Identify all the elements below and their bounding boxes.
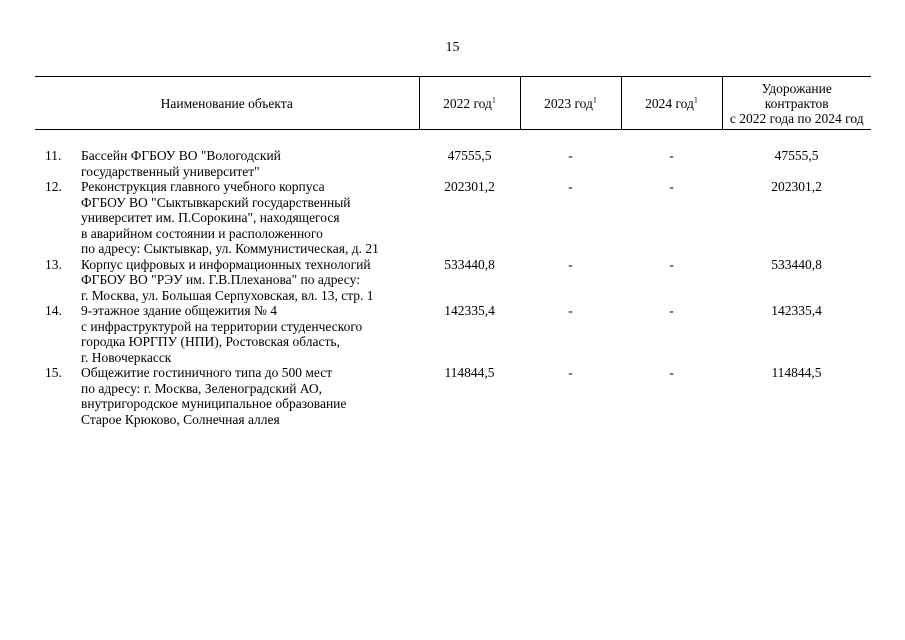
object-name: Бассейн ФГБОУ ВО "Вологодский государственный университет" <box>81 148 281 179</box>
value-cost-increase: 114844,5 <box>771 365 822 380</box>
footnote-mark: 1 <box>491 95 496 104</box>
table-row <box>35 365 871 427</box>
value-2023: - <box>568 365 573 380</box>
footnote-mark: 1 <box>592 95 597 104</box>
value-2023: - <box>568 303 573 318</box>
value-2022: 114844,5 <box>444 365 495 380</box>
page-number: 15 <box>445 40 460 55</box>
objects-table <box>35 76 871 427</box>
value-2023: - <box>568 256 573 272</box>
value-cost-increase: 202301,2 <box>771 179 822 194</box>
table-row <box>35 303 871 365</box>
row-number: 11. <box>45 148 62 163</box>
value-2022: 142335,4 <box>444 303 495 318</box>
table-row <box>35 257 871 304</box>
object-name: Корпус цифровых и информационных технологий ФГБОУ ВО "РЭУ им. Г.В.Плеханова" по адресу: г. Москва, ул. Большая Серпуховская, вл. 13, стр. 1 <box>81 256 374 303</box>
header-object-name: Наименование объекта <box>35 77 419 130</box>
table-row <box>35 179 871 257</box>
value-2023: - <box>568 179 573 194</box>
row-number: 13. <box>45 256 62 272</box>
header-cost-increase: Удорожание контрактов с 2022 года по 2024 год <box>722 77 871 130</box>
value-2022: 533440,8 <box>444 256 495 272</box>
object-name: Реконструкция главного учебного корпуса ФГБОУ ВО "Сыктывкарский государственный университет им. П.Сорокина", находящегося в аварийном состоянии и расположенного по адресу: Сыктывкар, ул. Коммунистическая, д. 21 <box>81 179 379 256</box>
value-2024: - <box>669 256 674 272</box>
header-2024: 2024 год$^1$ <box>621 77 722 130</box>
object-name: 9-этажное здание общежития № 4 с инфраструктурой на территории студенческого городка ЮРГПУ (НПИ), Ростовская область, г. Новочеркасск <box>81 303 363 365</box>
value-2023: - <box>568 148 573 163</box>
row-number: 15. <box>45 365 62 380</box>
footnote-mark: 1 <box>693 95 698 104</box>
value-cost-increase: 47555,5 <box>774 148 819 163</box>
value-2022: 47555,5 <box>447 148 492 163</box>
value-cost-increase: 533440,8 <box>771 256 822 272</box>
value-2024: - <box>669 303 674 318</box>
row-number: 14. <box>45 303 62 318</box>
header-2022: 2022 год$^1$ <box>419 77 520 130</box>
table-row <box>35 148 871 179</box>
object-name: Общежитие гостиничного типа до 500 мест по адресу: г. Москва, Зеленоградский АО, внутригородское муниципальное образование Старое Крюково, Солнечная аллея <box>81 365 347 427</box>
value-2024: - <box>669 148 674 163</box>
header-2023: 2023 год$^1$ <box>520 77 621 130</box>
value-2022: 202301,2 <box>444 179 495 194</box>
row-number: 12. <box>45 179 62 194</box>
value-2024: - <box>669 179 674 194</box>
table-header-row <box>35 77 871 130</box>
value-2024: - <box>669 365 674 380</box>
value-cost-increase: 142335,4 <box>771 303 822 318</box>
